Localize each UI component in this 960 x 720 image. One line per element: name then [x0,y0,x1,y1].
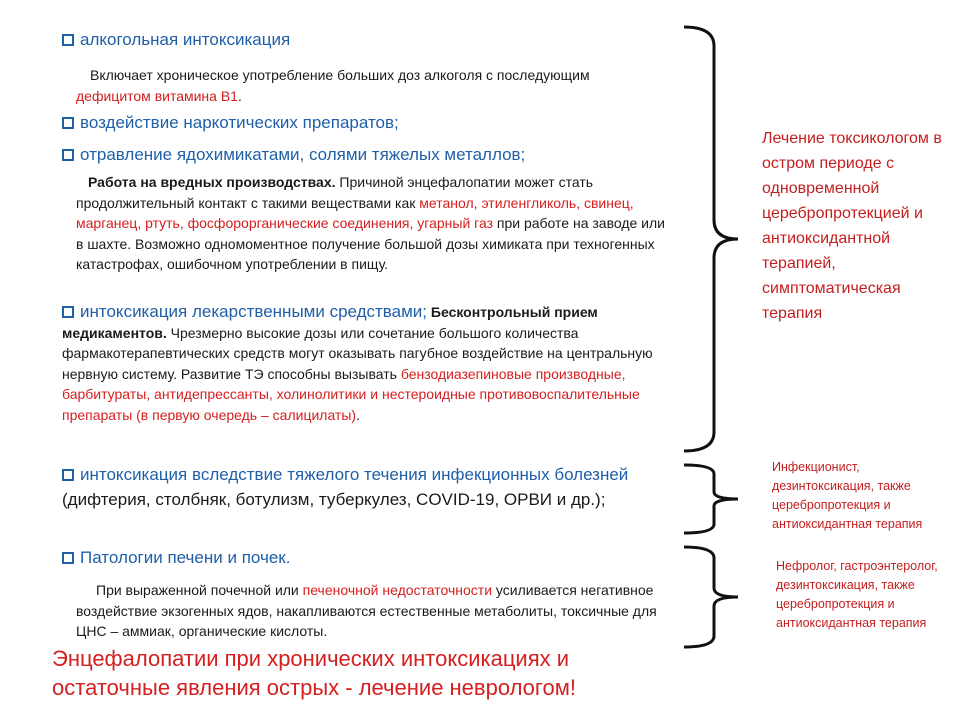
bullet-alcohol: алкогольная интоксикация [62,29,662,51]
conclusion-text: Энцефалопатии при хронических интоксикациях и остаточные явления острых - лечение неврологом! [52,646,576,700]
bullet-drugs: интоксикация лекарственными средствами; Бесконтрольный прием медикаментов. Чрезмерно высокие дозы или сочетание большого количества фармакотерапевтических средств могут оказывать пагубное воздействие на центральную нервную систему. Развитие ТЭ способны вызывать бензодиазепиновые производные, барбитураты, антидепрессанты, холинолитики и нестероидные противовоспалительные препараты (в первую очередь – салицилаты). [62,302,653,423]
brace-icon [680,544,740,650]
note-toxicologist: Лечение токсикологом в остром периоде с одновременной церебропротекцией и антиоксидантной терапией, симптоматическая терапия [762,130,942,322]
bullet-infection: интоксикация вследствие тяжелого течения инфекционных болезней (дифтерия, столбняк, ботулизм, туберкулез, COVID-19, ОРВИ и др.); [62,465,629,509]
note-nephrologist: Нефролог, гастроэнтеролог, дезинтоксикация, также церебропротекция и антиоксидантная терапия [776,559,938,630]
brace-icon [680,24,740,454]
liver-description: При выраженной почечной или печеночной недостаточности усиливается негативное воздействие экзогенных ядов, накапливаются естественные метаболиты, токсичные для ЦНС – аммиак, органические кислоты. [76,582,657,639]
checkbox-icon [62,552,74,564]
checkbox-icon [62,34,74,46]
bullet-narcotic: воздействие наркотических препаратов; [62,112,662,134]
checkbox-icon [62,306,74,318]
toxic-description: Работа на вредных производствах. Причиной энцефалопатии может стать продолжительный контакт с такими веществами как метанол, этиленгликоль, свинец, марганец, ртуть, фосфорорганические соединения, угарный газ при работе на заводе или в шахте. Возможно одномоментное получение большой дозы химиката при техногенных катастрофах, ошибочном употреблении в пищу. [76,174,665,272]
alcohol-description: Включает хроническое употребление больших доз алкоголя с последующим дефицитом витамина В1. [76,67,590,104]
checkbox-icon [62,469,74,481]
bullet-liver: Патологии печени и почек. [62,547,662,569]
bullet-toxic: отравление ядохимикатами, солями тяжелых металлов; [62,144,662,166]
checkbox-icon [62,149,74,161]
brace-icon [680,462,740,536]
note-infectionist: Инфекционист, дезинтоксикация, также церебропротекция и антиоксидантная терапия [772,460,923,531]
checkbox-icon [62,117,74,129]
